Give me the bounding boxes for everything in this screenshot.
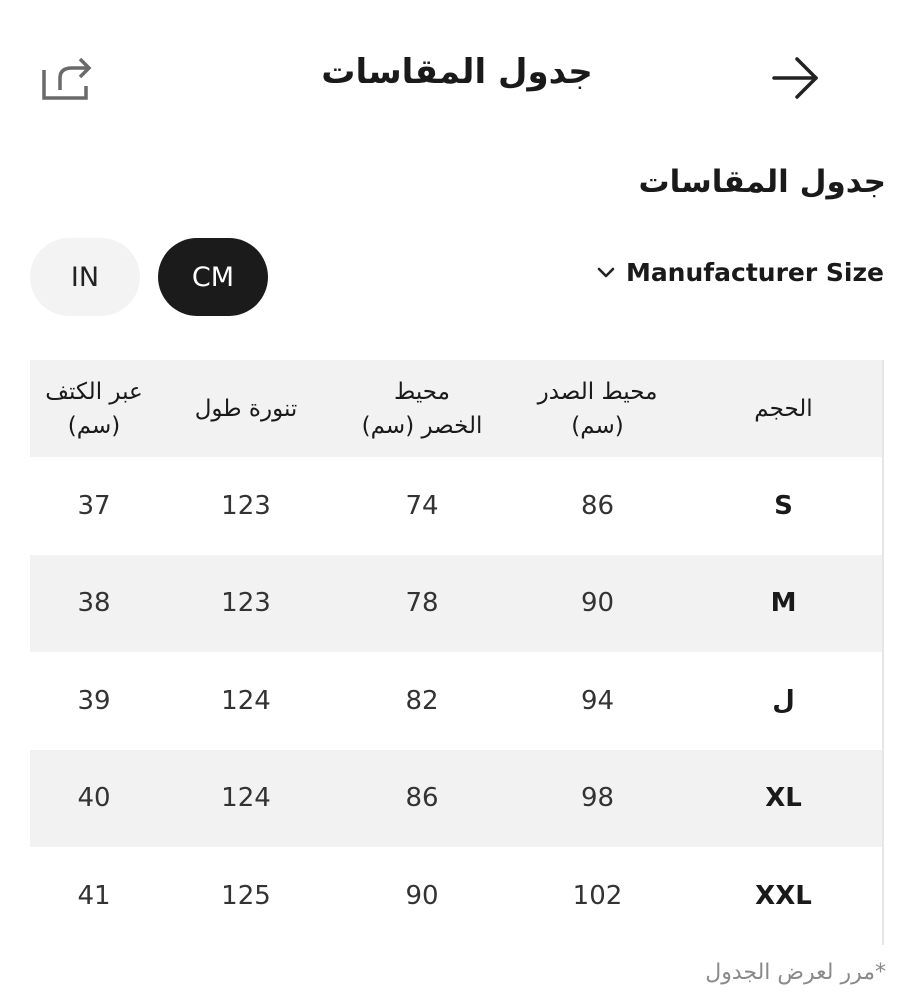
chest-cell: 102 — [572, 880, 623, 911]
column-header-line: محيط — [394, 378, 450, 405]
shoulder-cell: 40 — [77, 783, 111, 814]
size-cell: XXL — [755, 880, 812, 911]
waist-cell: 78 — [405, 588, 439, 619]
column-header-chest — [510, 360, 685, 457]
top-bar — [0, 0, 914, 150]
column-header-skirt-length — [158, 360, 334, 457]
chest-cell: 90 — [580, 588, 615, 619]
shoulder-cell: 38 — [77, 588, 111, 619]
section-title: جدول المقاسات — [638, 164, 886, 200]
shoulder-cell: 41 — [77, 880, 111, 911]
size-cell: M — [770, 588, 797, 619]
chest-cell: 86 — [580, 490, 615, 521]
size-cell: ل — [772, 685, 795, 716]
size-table-container[interactable] — [30, 360, 884, 945]
unit-cm-button[interactable]: CM — [158, 238, 268, 316]
size-table — [30, 360, 882, 945]
column-header-line: عبر الكتف — [45, 378, 143, 405]
column-header-line: (سم) — [571, 412, 624, 439]
waist-cell: 90 — [405, 880, 439, 911]
chest-cell: 94 — [580, 685, 615, 716]
size-system-dropdown[interactable] — [596, 258, 884, 287]
shoulder-cell: 37 — [77, 490, 111, 521]
table-row — [30, 555, 882, 653]
page-title: جدول المقاسات — [321, 52, 593, 92]
column-header-waist — [334, 360, 510, 457]
table-row — [30, 750, 882, 848]
column-header-line: الحجم — [754, 395, 813, 422]
chevron-down-icon — [596, 266, 616, 280]
table-header-row — [30, 360, 882, 457]
waist-cell: 74 — [405, 490, 439, 521]
scroll-hint: *مرر لعرض الجدول — [705, 960, 886, 985]
table-row — [30, 457, 882, 555]
column-header-size — [685, 360, 882, 457]
unit-in-button[interactable]: IN — [30, 238, 140, 316]
shoulder-cell: 39 — [77, 685, 111, 716]
waist-cell: 82 — [405, 685, 439, 716]
skirt-length-cell: 125 — [221, 880, 271, 911]
arrow-right-icon[interactable] — [766, 52, 822, 104]
size-cell: XL — [765, 783, 802, 814]
column-header-line: محيط الصدر — [537, 378, 658, 405]
skirt-length-cell: 124 — [221, 783, 271, 814]
skirt-length-cell: 123 — [221, 490, 271, 521]
column-header-shoulder — [30, 360, 158, 457]
skirt-length-cell: 124 — [221, 685, 271, 716]
size-cell: S — [774, 490, 793, 521]
unit-toggle — [30, 238, 268, 316]
column-header-line: الخصر (سم) — [361, 412, 483, 439]
column-header-line: تنورة طول — [194, 395, 298, 422]
waist-cell: 86 — [405, 783, 439, 814]
chest-cell: 98 — [580, 783, 615, 814]
table-row — [30, 652, 882, 750]
skirt-length-cell: 123 — [221, 588, 271, 619]
size-system-label: Manufacturer Size — [625, 258, 884, 287]
column-header-line: (سم) — [67, 412, 121, 439]
table-row — [30, 847, 882, 945]
table-scrollbar[interactable] — [882, 360, 884, 945]
